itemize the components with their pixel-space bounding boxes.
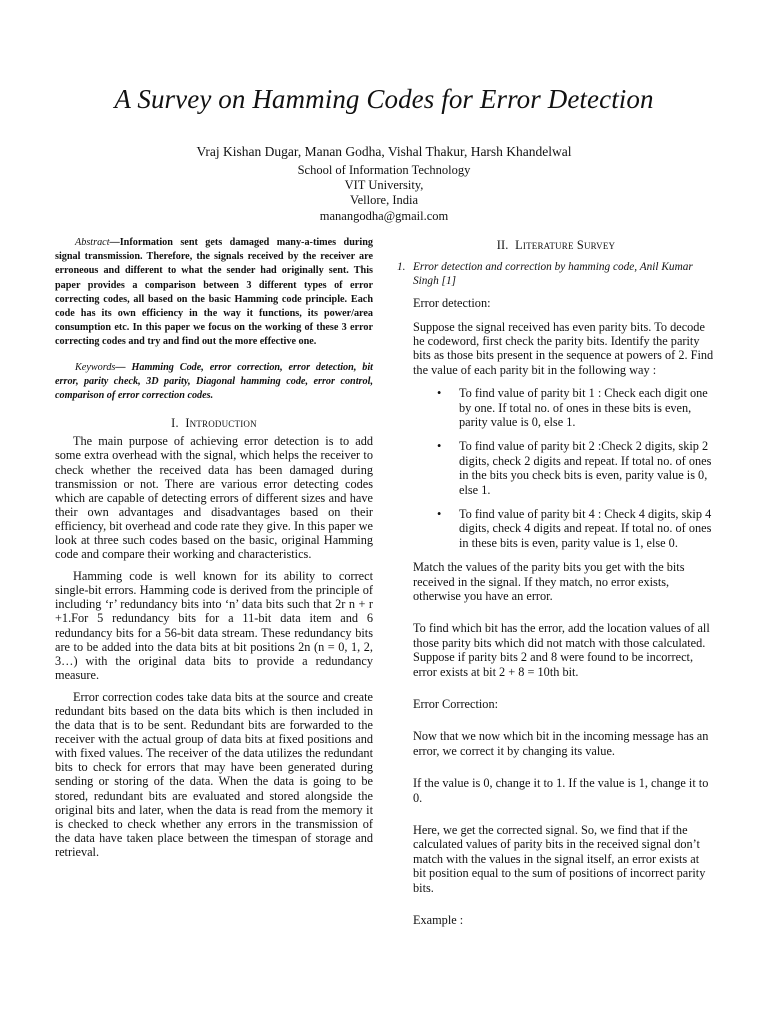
subsection-heading <box>397 260 715 288</box>
intro-paragraph: Hamming code is well known for its ability to correct single-bit errors. Hamming code is derived from the principle of including ‘r’ redundancy bits into ‘n’ data bits such that 2r n + r +1.For 5 redundancy bits for a 11-bit data item and 6 redundancy bits for a 56-bit data stream. These redundancy bits are to be added into the data bits at bit positions 2n (n = 0, 1, 2, 3…) with the original data bits to provide a redundancy measure. <box>55 569 373 682</box>
subsection-title: Error detection and correction by hamming code, Anil Kumar Singh [1] <box>413 261 693 288</box>
list-item: • To find value of parity bit 2 :Check 2 digits, skip 2 digits, check 2 digits and repeat. If total no. of ones in the bits you check bits is even, parity value is 0, else 1. <box>459 439 715 497</box>
error-correction-label: Error Correction: <box>413 697 499 712</box>
example-label: Example : <box>413 913 464 928</box>
keywords-text: — Hamming Code, error correction, error detection, bit error, parity check, 3D parity, Diagonal hamming code, error control, comparison of error correction codes. <box>55 361 373 402</box>
author-list: Vraj Kishan Dugar, Manan Godha, Vishal Thakur, Harsh Khandelwal <box>196 144 572 159</box>
parity-bit-steps <box>397 386 715 550</box>
affiliation-university: VIT University, <box>344 178 424 193</box>
list-item: • To find value of parity bit 4 : Check 4 digits, skip 4 digits, check 4 digits and repeat. If total no. of ones in these bits is even, parity value is 1, else 0. <box>459 507 715 550</box>
error-detection-label: Error detection: <box>413 296 491 311</box>
match-paragraph: Match the values of the parity bits you get with the bits received in the signal. If they match, no error exists, otherwise you have an error. <box>413 560 685 603</box>
section-title: Literature Survey <box>515 238 616 252</box>
affiliation-email: manangodha@gmail.com <box>319 208 449 223</box>
subsection-number: 1. <box>397 261 406 274</box>
intro-paragraph: Error correction codes take data bits at the source and create redundant bits based on the data bits which is then included in the data that is to be sent. Redundant bits are forwarded to the receiver with the actual group of data bits at fixed positions and with fixed values. The receiver of the data utilizes the redundant bits to check for errors that may have been generated during sending or storing of the data. When the data is going to be stored, redundant bits are evaluated and stored alongside the original bits and later, when the data is read from the memory it is checked to check whether any errors in the transmission of the data have taken place between the timespan of storage and retrieval. <box>55 689 373 859</box>
left-column <box>55 236 373 867</box>
corrected-signal-paragraph: Here, we get the corrected signal. So, we find that if the calculated values of parity bits in the received signal don’t match with the values in the signal itself, an error exists at bit position equal to the sum of positions of incorrect parity bits. <box>413 823 706 895</box>
section-number: II. <box>496 238 509 252</box>
list-item: • To find value of parity bit 1 : Check each digit one by one. If total no. of ones in these bits is even, parity value is 0, else 1. <box>459 386 715 429</box>
affiliation-school: School of Information Technology <box>297 163 471 177</box>
affiliation-location: Vellore, India <box>349 193 419 208</box>
section-number: I. <box>171 416 179 431</box>
abstract-label: Abstract <box>75 237 110 248</box>
keywords <box>55 361 373 404</box>
abstract-text: —Information sent gets damaged many-a-times during signal transmission. Therefore, the signals received by the receiver are erroneous and different to what the sender had originally sent. This paper provides a comparison between 3 different types of error correcting codes, all based on the basic Hamming code principle. Each code has its own efficiency in the way it functions, its power/area consumption etc. In this paper we focus on the working of these 3 error correcting codes and try and find out the more effective one. <box>55 237 373 348</box>
right-column <box>397 238 715 937</box>
locate-error-paragraph: To find which bit has the error, add the location values of all those parity bits which did not match with those calculated. Suppose if parity bits 2 and 8 were found to be incorrect, error exists at bit 2 + 8 = 10th bit. <box>413 621 710 679</box>
section-heading-literature-survey <box>397 238 715 252</box>
affiliation-block <box>0 163 768 224</box>
error-detection-intro: Suppose the signal received has even parity bits. To decode he codeword, first check the parity bits. Identify the parity bits as those bits present in the sequence at powers of 2. Find the value of each parity bit in the following way : <box>413 319 714 377</box>
change-value-paragraph: If the value is 0, change it to 1. If the value is 1, change it to 0. <box>413 776 709 805</box>
keywords-label: Keywords <box>75 361 116 373</box>
error-correction-paragraph: Now that we now which bit in the incoming message has an error, we correct it by changing its value. <box>413 729 709 758</box>
intro-paragraph: The main purpose of achieving error detection is to add some extra overhead with the signal, which helps the receiver to check whether the received data has been damaged during transmission or not. There are various error detecting codes which are capable of detecting errors of different sizes and have their own advantages and disadvantages based on their efficiency, bit overhead and code rate they give. In this paper we look at three such codes based on the basic, original Hamming code and compare their working and characteristics. <box>55 434 373 562</box>
abstract <box>55 236 373 350</box>
section-title: Introduction <box>185 416 257 431</box>
paper-title: A Survey on Hamming Codes for Error Detection <box>114 84 654 114</box>
section-heading-introduction <box>55 416 373 430</box>
